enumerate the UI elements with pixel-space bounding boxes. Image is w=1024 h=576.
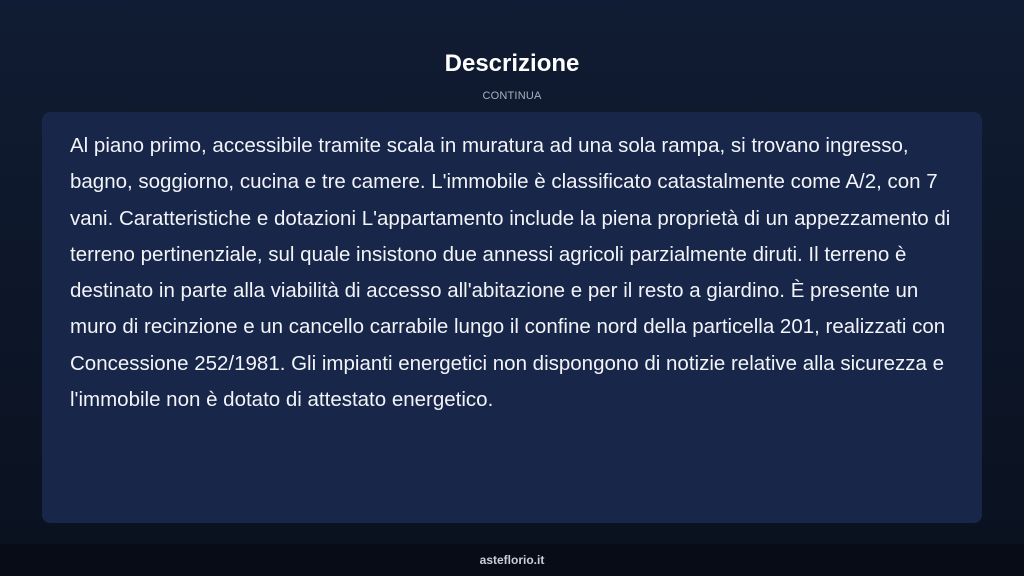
footer-bar — [0, 544, 1024, 576]
description-text: Al piano primo, accessibile tramite scala in muratura ad una sola rampa, si trovano ingresso, bagno, soggiorno, cucina e tre camere. L'immobile è classificato catastalmente come A/2, con 7 vani. Caratteristiche e dotazioni L'appartamento include la piena proprietà di un appezzamento di terreno pertinenziale, sul quale insistono due annessi agricoli parzialmente diruti. Il terreno è destinato in parte alla viabilità di accesso all'abitazione e per il resto a giardino. È presente un muro di recinzione e un cancello carrabile lungo il confine nord della particella 201, realizzati con Concessione 252/1981. Gli impianti energetici non dispongono di notizie relative alla sicurezza e l'immobile non è dotato di attestato energetico. — [70, 134, 951, 412]
page-title: Descrizione — [444, 50, 580, 77]
continued-label: CONTINUA — [482, 90, 542, 102]
site-name: asteflorio.it — [479, 553, 545, 567]
description-card — [42, 112, 982, 523]
